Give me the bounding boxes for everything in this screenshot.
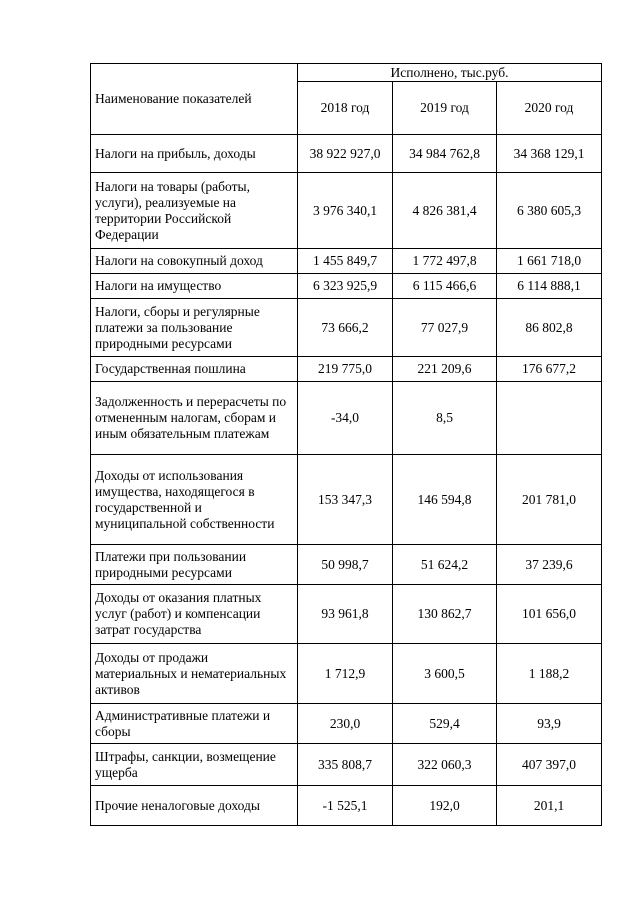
- value-2019: 51 624,2: [393, 545, 497, 585]
- value-2020: 93,9: [497, 704, 602, 744]
- value-2018: -34,0: [298, 382, 393, 455]
- table-row: [91, 644, 602, 704]
- value-2018: 3 976 340,1: [298, 173, 393, 249]
- row-name: Штрафы, санкции, возмещение ущерба: [91, 744, 298, 786]
- row-name: Налоги на прибыль, доходы: [91, 135, 298, 173]
- value-2018: 1 455 849,7: [298, 249, 393, 274]
- value-2020: 6 114 888,1: [497, 274, 602, 299]
- value-2019: 34 984 762,8: [393, 135, 497, 173]
- value-2018: 93 961,8: [298, 585, 393, 644]
- value-2018: 1 712,9: [298, 644, 393, 704]
- year-2019-header: 2019 год: [393, 82, 497, 135]
- indicator-name-header: Наименование показателей: [91, 64, 298, 135]
- table-row: [91, 135, 602, 173]
- value-2019: 192,0: [393, 786, 497, 826]
- value-2019: 6 115 466,6: [393, 274, 497, 299]
- value-2019: 8,5: [393, 382, 497, 455]
- value-2020: 37 239,6: [497, 545, 602, 585]
- value-2020: 407 397,0: [497, 744, 602, 786]
- value-2020: 1 188,2: [497, 644, 602, 704]
- table-row: [91, 357, 602, 382]
- table-row: [91, 585, 602, 644]
- value-2019: 221 209,6: [393, 357, 497, 382]
- value-2018: 335 808,7: [298, 744, 393, 786]
- table-row: [91, 173, 602, 249]
- value-2019: 130 862,7: [393, 585, 497, 644]
- row-name: Доходы от оказания платных услуг (работ) и компенсации затрат государства: [91, 585, 298, 644]
- value-2019: 146 594,8: [393, 455, 497, 545]
- row-name: Налоги на совокупный доход: [91, 249, 298, 274]
- table-row: [91, 545, 602, 585]
- row-name: Задолженность и перерасчеты по отмененным налогам, сборам и иным обязательным платежам: [91, 382, 298, 455]
- value-2019: 77 027,9: [393, 299, 497, 357]
- value-2018: 219 775,0: [298, 357, 393, 382]
- table-row: [91, 249, 602, 274]
- header-row-top: [91, 64, 602, 82]
- table-row: [91, 299, 602, 357]
- revenue-table: [90, 63, 602, 826]
- value-2020: [497, 382, 602, 455]
- row-name: Административные платежи и сборы: [91, 704, 298, 744]
- value-2018: 73 666,2: [298, 299, 393, 357]
- table-row: [91, 744, 602, 786]
- executed-group-header: Исполнено, тыс.руб.: [298, 64, 602, 82]
- value-2020: 1 661 718,0: [497, 249, 602, 274]
- value-2019: 1 772 497,8: [393, 249, 497, 274]
- table-row: [91, 786, 602, 826]
- value-2018: 153 347,3: [298, 455, 393, 545]
- value-2018: -1 525,1: [298, 786, 393, 826]
- value-2019: 322 060,3: [393, 744, 497, 786]
- row-name: Прочие неналоговые доходы: [91, 786, 298, 826]
- table-row: [91, 382, 602, 455]
- value-2020: 86 802,8: [497, 299, 602, 357]
- row-name: Доходы от использования имущества, находящегося в государственной и муниципальной собственности: [91, 455, 298, 545]
- value-2019: 529,4: [393, 704, 497, 744]
- table-row: [91, 704, 602, 744]
- value-2019: 4 826 381,4: [393, 173, 497, 249]
- value-2020: 101 656,0: [497, 585, 602, 644]
- value-2020: 6 380 605,3: [497, 173, 602, 249]
- value-2020: 34 368 129,1: [497, 135, 602, 173]
- value-2018: 6 323 925,9: [298, 274, 393, 299]
- row-name: Налоги на имущество: [91, 274, 298, 299]
- year-2020-header: 2020 год: [497, 82, 602, 135]
- value-2020: 176 677,2: [497, 357, 602, 382]
- value-2020: 201,1: [497, 786, 602, 826]
- table-row: [91, 455, 602, 545]
- row-name: Налоги на товары (работы, услуги), реализуемые на территории Российской Федерации: [91, 173, 298, 249]
- row-name: Платежи при пользовании природными ресурсами: [91, 545, 298, 585]
- row-name: Доходы от продажи материальных и нематериальных активов: [91, 644, 298, 704]
- row-name: Налоги, сборы и регулярные платежи за пользование природными ресурсами: [91, 299, 298, 357]
- row-name: Государственная пошлина: [91, 357, 298, 382]
- value-2019: 3 600,5: [393, 644, 497, 704]
- value-2020: 201 781,0: [497, 455, 602, 545]
- value-2018: 230,0: [298, 704, 393, 744]
- value-2018: 38 922 927,0: [298, 135, 393, 173]
- value-2018: 50 998,7: [298, 545, 393, 585]
- table-row: [91, 274, 602, 299]
- year-2018-header: 2018 год: [298, 82, 393, 135]
